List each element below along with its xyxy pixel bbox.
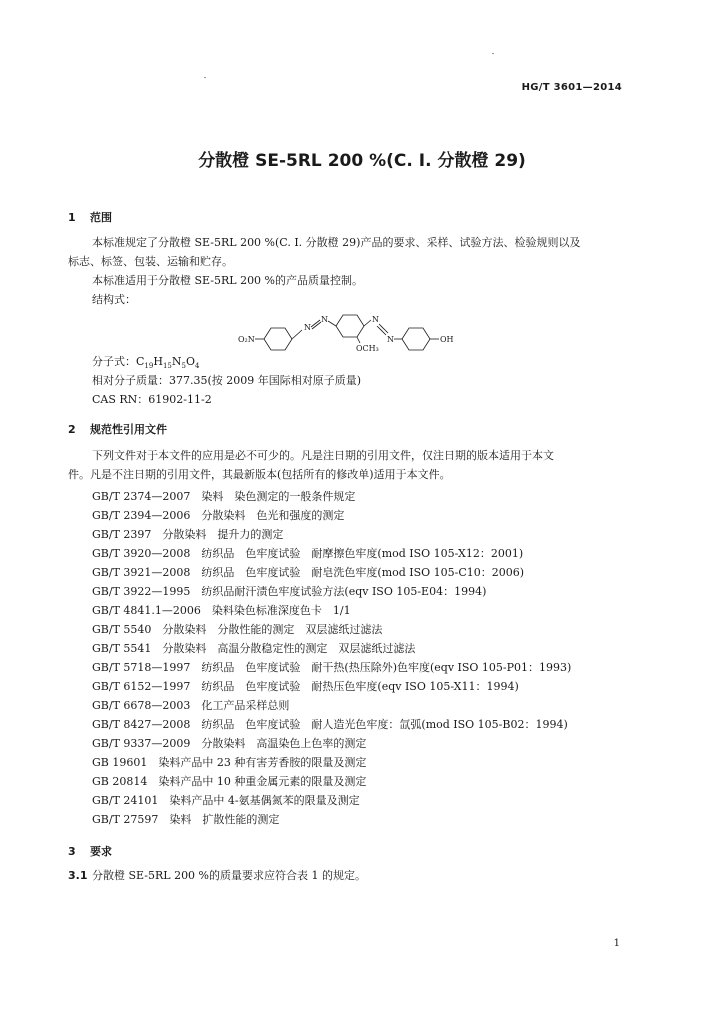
formula-subscript: 15 [162,362,172,371]
formula-subscript: 19 [144,362,154,371]
nitro-group-label: O₂N [238,335,255,344]
section-1-heading [68,209,112,225]
reference-item: GB/T 2394—2006 分散染料 色光和强度的测定 [92,509,345,522]
section-number: 2 [68,423,76,436]
section-title: 范围 [90,211,112,224]
methoxy-label: OCH₃ [356,344,379,353]
section-number: 1 [68,211,76,224]
reference-item: GB/T 3921—2008 纺织品 色牢度试验 耐皂洗色牢度(mod ISO 105-C10：2006) [92,566,525,579]
benzene-ring-2 [336,315,364,337]
reference-item: GB/T 8427—2008 纺织品 色牢度试验 耐人造光色牢度：氙弧(mod ISO 105-B02：1994) [92,718,568,731]
cas-number: CAS RN：61902-11-2 [92,393,212,406]
formula-subscript: 4 [194,362,200,371]
standard-code: HG/T 3601—2014 [521,82,622,93]
scope-line-1: 本标准规定了分散橙 SE-5RL 200 %(C. I. 分散橙 29)产品的要求、采样、试验方法、检验规则以及 [92,236,581,249]
scan-speck [204,77,206,78]
section-title: 要求 [90,845,112,858]
section-number: 3 [68,845,76,858]
hydroxyl-label: OH [440,335,454,344]
reference-item: GB/T 9337—2009 分散染料 高温染色上色率的测定 [92,737,367,750]
clause-3-1 [68,866,366,885]
references-intro-line-2: 件。凡是不注日期的引用文件，其最新版本(包括所有的修改单)适用于本文件。 [68,468,451,481]
scope-line-2: 标志、标签、包装、运输和贮存。 [68,255,233,268]
section-title: 规范性引用文件 [90,423,167,436]
page-number: 1 [613,938,620,949]
azo-n-2b: N [387,335,394,344]
reference-item: GB/T 2374—2007 染料 染色测定的一般条件规定 [92,490,356,503]
section-2-heading [68,421,167,437]
reference-item: GB/T 3920—2008 纺织品 色牢度试验 耐摩擦色牢度(mod ISO 105-X12：2001) [92,547,524,560]
relative-molecular-mass: 相对分子质量：377.35(按 2009 年国际相对原子质量) [92,374,362,387]
scan-speck [492,53,494,54]
reference-item: GB/T 5541 分散染料 高温分散稳定性的测定 双层滤纸过滤法 [92,642,416,655]
reference-item: GB 19601 染料产品中 23 种有害芳香胺的限量及测定 [92,756,367,769]
clause-text: 分散橙 SE-5RL 200 %的质量要求应符合表 1 的规定。 [92,869,366,882]
section-3-heading [68,843,112,859]
reference-item: GB/T 6678—2003 化工产品采样总则 [92,699,290,712]
reference-item: GB/T 24101 染料产品中 4-氨基偶氮苯的限量及测定 [92,794,360,807]
reference-item: GB/T 5540 分散染料 分散性能的测定 双层滤纸过滤法 [92,623,383,636]
references-intro-line-1: 下列文件对于本文件的应用是必不可少的。凡是注日期的引用文件，仅注日期的版本适用于本文 [92,449,554,462]
formula-subscript: 5 [181,362,186,371]
scope-applicability: 本标准适用于分散橙 SE-5RL 200 %的产品质量控制。 [92,274,364,287]
structure-label: 结构式： [92,293,136,306]
benzene-ring-1 [264,328,292,350]
reference-item: GB/T 2397 分散染料 提升力的测定 [92,528,284,541]
azo-n-1a: N [304,323,311,332]
structural-formula [236,312,466,362]
reference-item: GB/T 3922—1995 纺织品耐汗渍色牢度试验方法(eqv ISO 105-E04：1994) [92,585,487,598]
formula-label: 分子式： [92,355,136,368]
clause-number: 3.1 [68,869,88,882]
formula-element: C [136,355,145,368]
azo-n-1b: N [321,315,328,324]
azo-n-2a: N [372,315,379,324]
reference-item: GB/T 4841.1—2006 染料染色标准深度色卡 1/1 [92,604,351,617]
reference-item: GB 20814 染料产品中 10 种重金属元素的限量及测定 [92,775,367,788]
formula-element: O [185,355,195,368]
reference-item: GB/T 5718—1997 纺织品 色牢度试验 耐干热(热压除外)色牢度(eqv ISO 105-P01：1993) [92,661,572,674]
document-title: 分散橙 SE-5RL 200 %(C. I. 分散橙 29) [198,151,526,171]
reference-item: GB/T 6152—1997 纺织品 色牢度试验 耐热压色牢度(eqv ISO 105-X11：1994) [92,680,519,693]
formula-element: N [171,355,182,368]
benzene-ring-3 [402,328,430,350]
formula-element: H [153,355,163,368]
reference-item: GB/T 27597 染料 扩散性能的测定 [92,813,280,826]
